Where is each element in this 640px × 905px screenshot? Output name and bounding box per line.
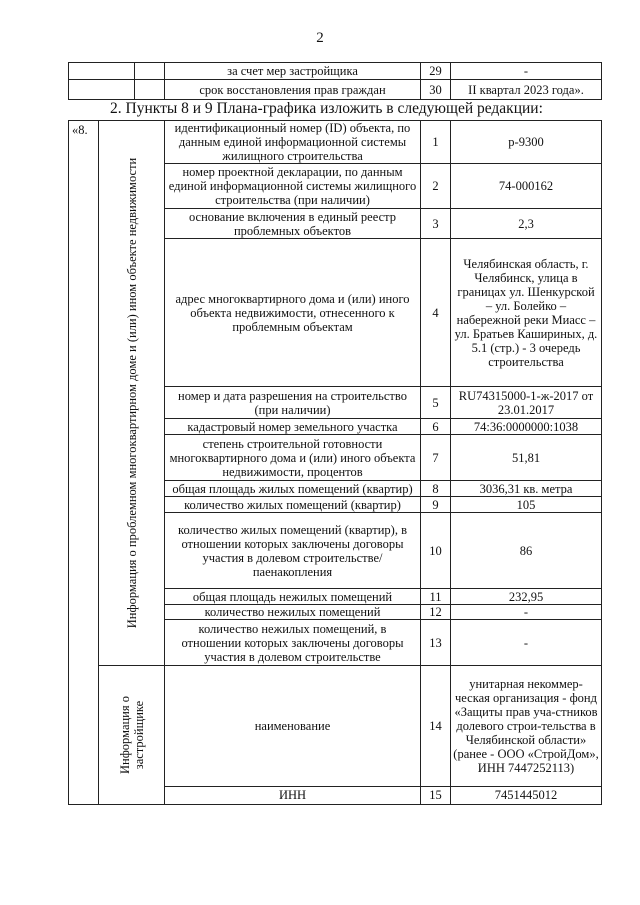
- row-value: 74:36:0000000:1038: [451, 419, 602, 435]
- section-heading: 2. Пункты 8 и 9 Плана-графика изложить в следующей редакции:: [110, 100, 543, 117]
- row-number: 7: [421, 435, 451, 481]
- row-number: 13: [421, 620, 451, 666]
- row-label: кадастровый номер земельного участка: [165, 419, 421, 435]
- row-label: основание включения в единый реестр проблемных объектов: [165, 209, 421, 239]
- row-label: общая площадь нежилых помещений: [165, 589, 421, 605]
- row-label: идентификационный номер (ID) объекта, по данным единой информационной системы жилищного строительства: [165, 121, 421, 164]
- row-value: 86: [451, 513, 602, 589]
- row-label: номер проектной декларации, по данным единой информационной системы жилищного строительства (при наличии): [165, 164, 421, 209]
- row-label: количество нежилых помещений: [165, 605, 421, 620]
- row-value: 2,3: [451, 209, 602, 239]
- table-row: [69, 121, 602, 164]
- row-number: 8: [421, 481, 451, 497]
- row-number: 6: [421, 419, 451, 435]
- row-value: -: [451, 605, 602, 620]
- row-number: 4: [421, 239, 451, 387]
- row-number: 15: [421, 786, 451, 804]
- row-value: 232,95: [451, 589, 602, 605]
- row-value: 51,81: [451, 435, 602, 481]
- group-developer-label: Информация о застройщике: [117, 695, 146, 775]
- row-number: 14: [421, 666, 451, 787]
- row-number: 29: [421, 63, 451, 80]
- row-number: 30: [421, 80, 451, 100]
- table-row: [69, 63, 602, 80]
- row-label: ИНН: [165, 786, 421, 804]
- row-value: -: [451, 63, 602, 80]
- row-label: адрес многоквартирного дома и (или) иного объекта недвижимости, отнесенного к проблемным объектам: [165, 239, 421, 387]
- row-value: 3036,31 кв. метра: [451, 481, 602, 497]
- row-label: количество жилых помещений (квартир): [165, 497, 421, 513]
- row-label: количество жилых помещений (квартир), в отношении которых заключены договоры участия в долевом строительстве/паенакопления: [165, 513, 421, 589]
- row-number: 5: [421, 387, 451, 419]
- table-row: [69, 666, 602, 787]
- row-value: RU74315000-1-ж-2017 от 23.01.2017: [451, 387, 602, 419]
- row-label: за счет мер застройщика: [165, 63, 421, 80]
- group-object-info: [99, 121, 165, 666]
- row-label: срок восстановления прав граждан: [165, 80, 421, 100]
- row-label: степень строительной готовности многоквартирного дома и (или) иного объекта недвижимости, процентов: [165, 435, 421, 481]
- row-label: номер и дата разрешения на строительство (при наличии): [165, 387, 421, 419]
- row-value: 74-000162: [451, 164, 602, 209]
- row-number: 2: [421, 164, 451, 209]
- row-number: 1: [421, 121, 451, 164]
- item-mark: «8.: [69, 121, 99, 805]
- row-number: 3: [421, 209, 451, 239]
- row-label: количество нежилых помещений, в отношении которых заключены договоры участия в долевом строительстве: [165, 620, 421, 666]
- row-number: 9: [421, 497, 451, 513]
- table-row: [69, 80, 602, 100]
- row-value: 7451445012: [451, 786, 602, 804]
- row-label: наименование: [165, 666, 421, 787]
- row-value: унитарная некоммер-ческая организация - фонд «Защиты прав уча-стников долевого строи-тельства в Челябинской области» (ранее - ООО «СтройДом», ИНН 7447252113): [451, 666, 602, 787]
- row-value: р-9300: [451, 121, 602, 164]
- row-number: 10: [421, 513, 451, 589]
- group-object-label: Информация о проблемном многоквартирном доме и (или) ином объекте недвижимости: [124, 157, 139, 629]
- row-number: 12: [421, 605, 451, 620]
- row-value: -: [451, 620, 602, 666]
- top-table: [68, 62, 602, 100]
- row-value: 105: [451, 497, 602, 513]
- group-developer-info: [99, 666, 165, 805]
- page-number: 2: [316, 30, 324, 46]
- row-value: Челябинская область, г. Челябинск, улица в границах ул. Шенкурской – ул. Болейко – набережной реки Миасс – ул. Братьев Кашириных, д. 5.1 (стр.) - 3 очередь строительства: [451, 239, 602, 387]
- row-label: общая площадь жилых помещений (квартир): [165, 481, 421, 497]
- row-value: II квартал 2023 года».: [451, 80, 602, 100]
- row-number: 11: [421, 589, 451, 605]
- plan-table: [68, 120, 602, 805]
